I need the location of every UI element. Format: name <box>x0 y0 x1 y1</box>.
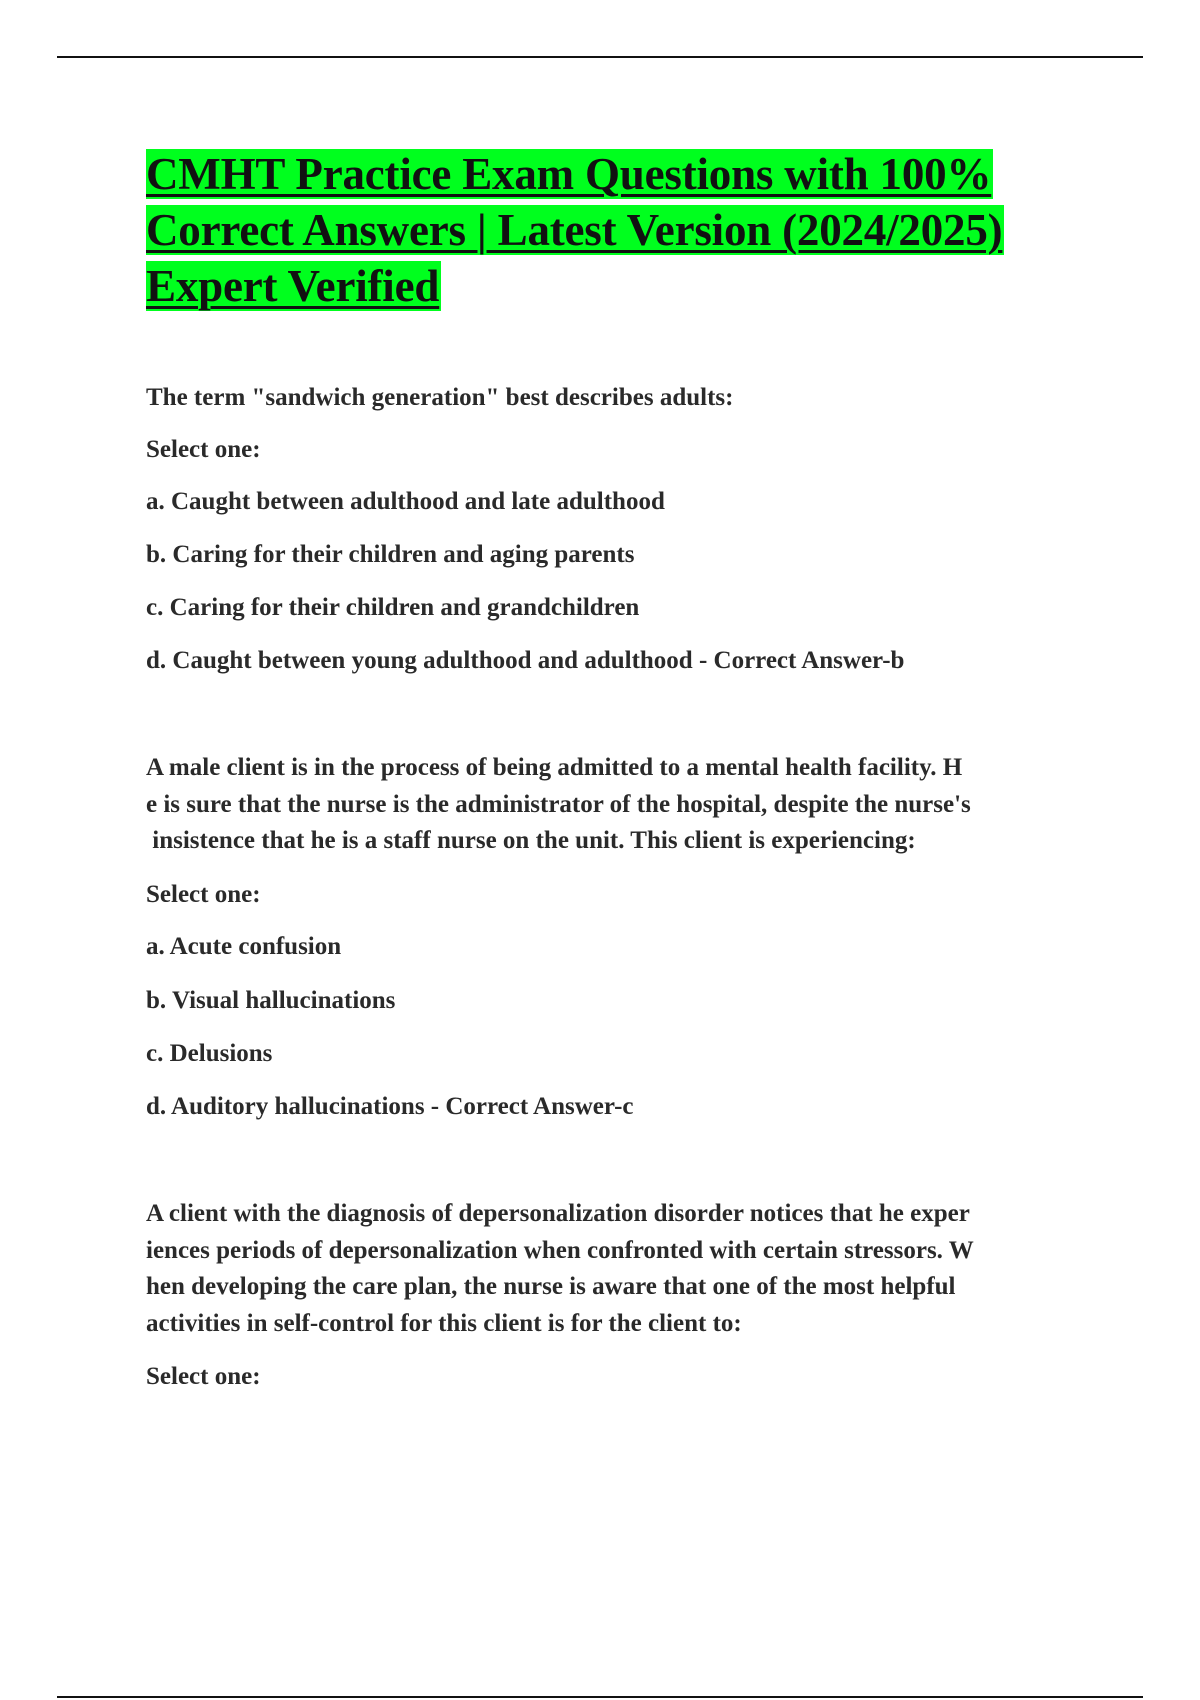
question-3-stem-line: hen developing the care plan, the nurse is aware that one of the most helpful <box>146 1273 956 1300</box>
question-2-option-d: d. Auditory hallucinations - Correct Answer-c <box>146 1093 634 1120</box>
footer-rule <box>57 1696 1143 1698</box>
document-title <box>146 146 1096 314</box>
question-1-select-label: Select one: <box>146 436 261 463</box>
question-2-select-label: Select one: <box>146 881 261 908</box>
question-2-option-c: c. Delusions <box>146 1040 273 1067</box>
header-rule <box>57 56 1143 58</box>
question-1-option-c: c. Caring for their children and grandchildren <box>146 594 640 621</box>
question-2-stem <box>146 750 1096 860</box>
question-3-stem-line: activities in self-control for this client is for the client to: <box>146 1309 742 1337</box>
question-3-stem <box>146 1196 1096 1342</box>
question-2-stem-line: e is sure that the nurse is the administrator of the hospital, despite the nurse's <box>146 790 971 818</box>
question-3-select-label: Select one: <box>146 1363 261 1390</box>
question-1-stem: The term "sandwich generation" best describes adults: <box>146 384 734 411</box>
question-1-option-a: a. Caught between adulthood and late adulthood <box>146 488 665 515</box>
title-text: CMHT Practice Exam Questions with 100% Correct Answers | Latest Version (2024/2025) Expert Verified <box>146 149 1003 311</box>
question-3-stem-line: A client with the diagnosis of depersonalization disorder notices that he exper <box>146 1200 970 1227</box>
question-1-option-d: d. Caught between young adulthood and adulthood - Correct Answer-b <box>146 647 905 674</box>
question-2-stem-line: A male client is in the process of being admitted to a mental health facility. H <box>146 754 963 781</box>
question-2-option-b: b. Visual hallucinations <box>146 987 396 1014</box>
question-3-stem-line: iences periods of depersonalization when confronted with certain stressors. W <box>146 1236 974 1264</box>
question-1-option-b: b. Caring for their children and aging parents <box>146 541 635 568</box>
question-2-stem-line: insistence that he is a staff nurse on the unit. This client is experiencing: <box>146 827 916 854</box>
question-2-option-a: a. Acute confusion <box>146 933 342 960</box>
